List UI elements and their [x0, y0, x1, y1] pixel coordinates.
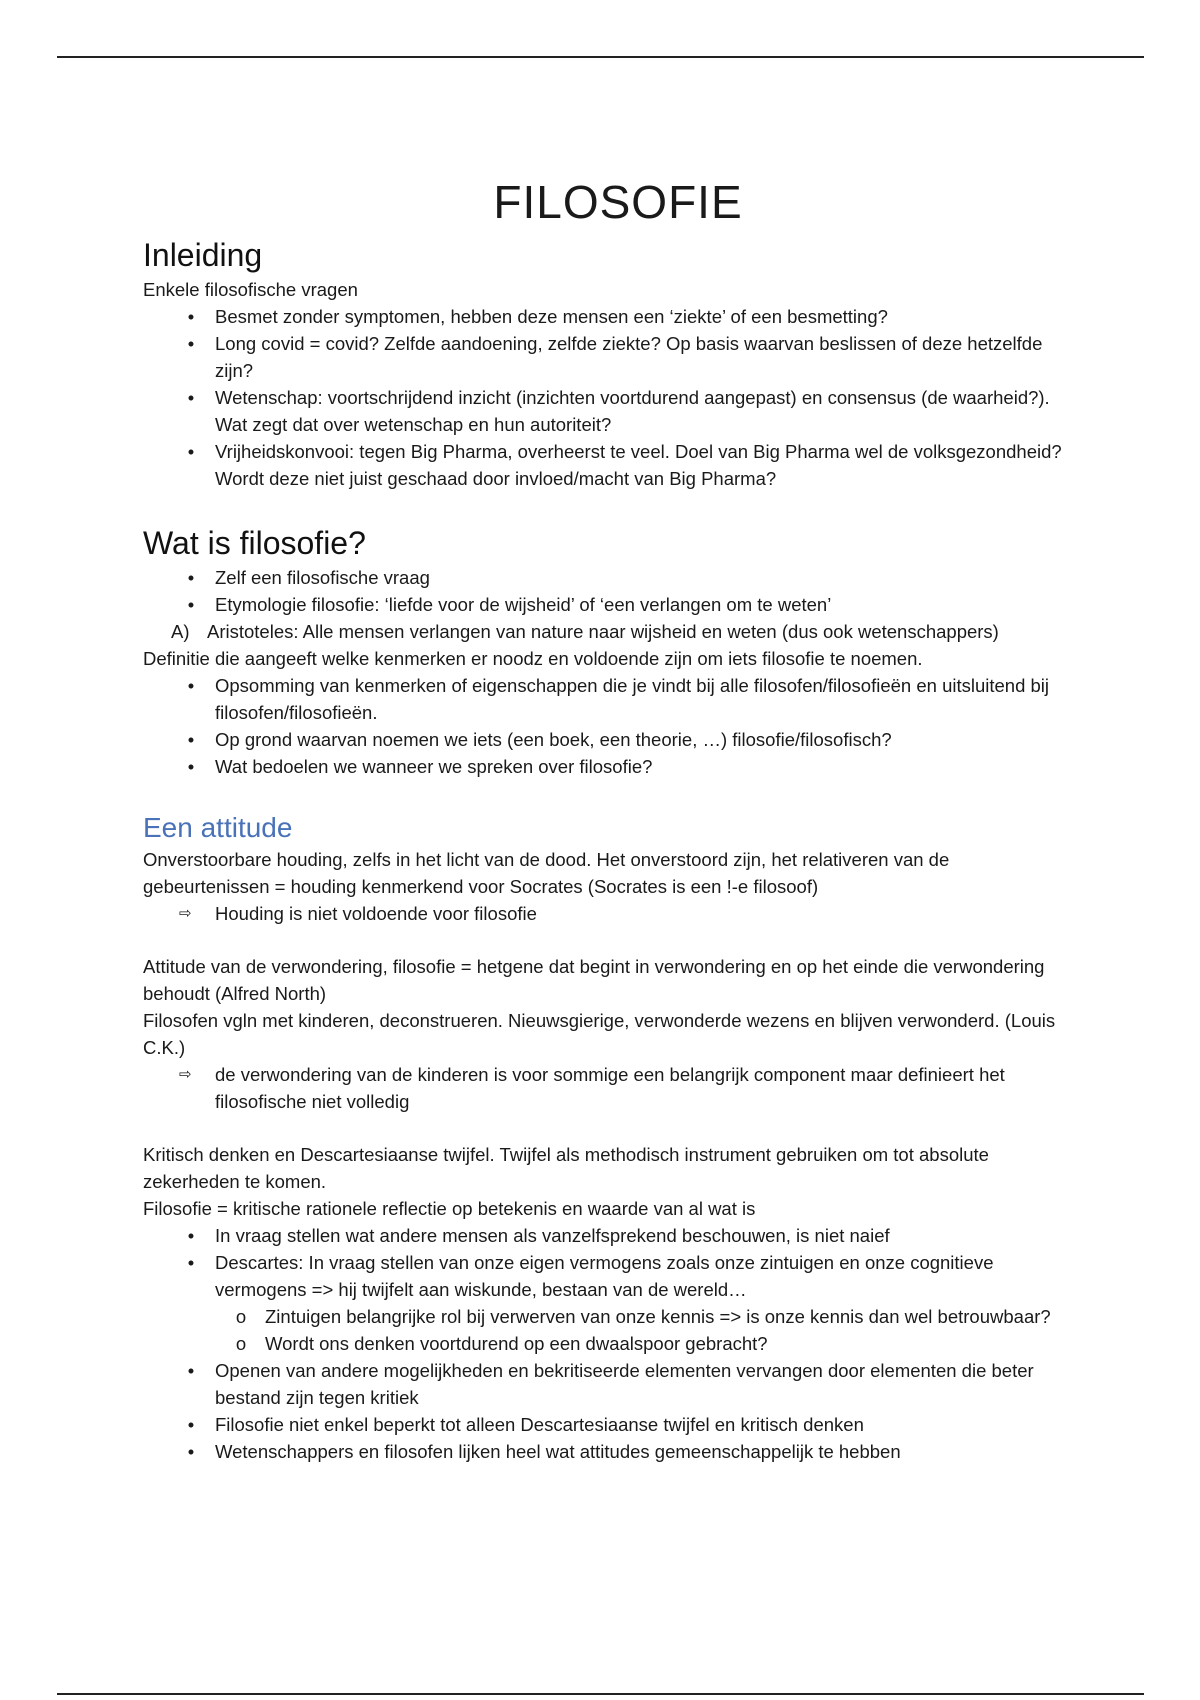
definition-bullet-list [143, 672, 1063, 780]
list-item: • Etymologie filosofie: ‘liefde voor de wijsheid’ of ‘een verlangen om te weten’ [143, 591, 1063, 618]
what-bullet-list [143, 564, 1063, 618]
sub-list-item: o Wordt ons denken voortdurend op een dwaalspoor gebracht? [143, 1330, 1063, 1357]
document-page [143, 170, 1063, 1465]
attitude-paragraph-2: Attitude van de verwondering, filosofie = hetgene dat begint in verwondering en op het einde die verwondering behoudt (Alfred North) [143, 956, 1045, 1004]
bullet-icon: • [187, 441, 195, 462]
bullet-icon: • [187, 387, 195, 408]
attitude-paragraph-3: Filosofen vgln met kinderen, deconstrueren. Nieuwsgierige, verwonderde wezens en blijven verwonderd. (Louis C.K.) [143, 1010, 1056, 1058]
attitude-paragraph-5: Filosofie = kritische rationele reflectie op betekenis en waarde van al wat is [143, 1198, 756, 1219]
header-rule [57, 56, 1144, 58]
sub-list [143, 1303, 1063, 1357]
bullet-icon: • [187, 1414, 195, 1435]
bullet-icon: • [187, 333, 195, 354]
heading-inleiding: Inleiding [143, 237, 263, 273]
list-item: • Op grond waarvan noemen we iets (een boek, een theorie, …) filosofie/filosofisch? [143, 726, 1063, 753]
bullet-icon: • [187, 1225, 195, 1246]
bullet-icon: • [187, 729, 195, 750]
attitude-bullet-list [143, 1222, 1063, 1465]
bullet-icon: • [187, 756, 195, 777]
list-item: • Wetenschap: voortschrijdend inzicht (inzichten voortdurend aangepast) en consensus (de waarheid?). Wat zegt dat over wetenschap en hun autoriteit? [143, 384, 1063, 438]
list-item: ⇨ Houding is niet voldoende voor filosofie [143, 900, 1063, 927]
footer-rule [57, 1693, 1144, 1695]
document-title: FILOSOFIE [493, 176, 743, 228]
intro-lead: Enkele filosofische vragen [143, 279, 358, 300]
list-item: • Descartes: In vraag stellen van onze eigen vermogens zoals onze zintuigen en onze cognitieve vermogens => hij twijfelt aan wiskunde, bestaan van de wereld… o Zintuigen belangrijke rol bij verwerven van onze kennis => is onze kennis dan wel betrouwbaar? o Wordt ons denken voortdurend op een dwaalspoor gebracht? [143, 1249, 1063, 1357]
intro-bullet-list [143, 303, 1063, 492]
list-item: A) Aristoteles: Alle mensen verlangen van nature naar wijsheid en weten (dus ook wetenschappers) [143, 618, 1063, 645]
heading-wat-is-filosofie: Wat is filosofie? [143, 525, 366, 561]
list-item: • In vraag stellen wat andere mensen als vanzelfsprekend beschouwen, is niet naief [143, 1222, 1063, 1249]
bullet-icon: • [187, 594, 195, 615]
sub-list-item: o Zintuigen belangrijke rol bij verwerven van onze kennis => is onze kennis dan wel betrouwbaar? [143, 1303, 1063, 1330]
bullet-icon: • [187, 1441, 195, 1462]
bullet-icon: • [187, 306, 195, 327]
list-item: • Long covid = covid? Zelfde aandoening, zelfde ziekte? Op basis waarvan beslissen of deze hetzelfde zijn? [143, 330, 1063, 384]
bullet-icon: • [187, 675, 195, 696]
alpha-marker: A) [171, 621, 190, 642]
arrow-list-2 [143, 1061, 1063, 1115]
bullet-icon: • [187, 1360, 195, 1381]
list-item: ⇨ de verwondering van de kinderen is voor sommige een belangrijk component maar definieert het filosofische niet volledig [143, 1061, 1063, 1115]
list-item: • Vrijheidskonvooi: tegen Big Pharma, overheerst te veel. Doel van Big Pharma wel de volksgezondheid? Wordt deze niet juist geschaad door invloed/macht van Big Pharma? [143, 438, 1063, 492]
arrow-list-1 [143, 900, 1063, 927]
circle-bullet-icon: o [235, 1333, 247, 1354]
arrow-icon: ⇨ [179, 905, 192, 922]
list-item: • Wat bedoelen we wanneer we spreken over filosofie? [143, 753, 1063, 780]
definition-paragraph: Definitie die aangeeft welke kenmerken er noodz en voldoende zijn om iets filosofie te noemen. [143, 648, 923, 669]
heading-een-attitude: Een attitude [143, 812, 293, 843]
list-item: • Zelf een filosofische vraag [143, 564, 1063, 591]
attitude-paragraph-4: Kritisch denken en Descartesiaanse twijfel. Twijfel als methodisch instrument gebruiken om tot absolute zekerheden te komen. [143, 1144, 989, 1192]
list-item: • Besmet zonder symptomen, hebben deze mensen een ‘ziekte’ of een besmetting? [143, 303, 1063, 330]
list-item: • Filosofie niet enkel beperkt tot alleen Descartesiaanse twijfel en kritisch denken [143, 1411, 1063, 1438]
circle-bullet-icon: o [235, 1306, 247, 1327]
list-item: • Openen van andere mogelijkheden en bekritiseerde elementen vervangen door elementen die beter bestand zijn tegen kritiek [143, 1357, 1063, 1411]
bullet-icon: • [187, 1252, 195, 1273]
list-item: • Wetenschappers en filosofen lijken heel wat attitudes gemeenschappelijk te hebben [143, 1438, 1063, 1465]
what-alpha-list [143, 618, 1063, 645]
list-item: • Opsomming van kenmerken of eigenschappen die je vindt bij alle filosofen/filosofieën en uitsluitend bij filosofen/filosofieën. [143, 672, 1063, 726]
arrow-icon: ⇨ [179, 1066, 192, 1083]
bullet-icon: • [187, 567, 195, 588]
attitude-paragraph-1: Onverstoorbare houding, zelfs in het licht van de dood. Het onverstoord zijn, het relativeren van de gebeurtenissen = houding kenmerkend voor Socrates (Socrates is een !-e filosoof) [143, 849, 950, 897]
